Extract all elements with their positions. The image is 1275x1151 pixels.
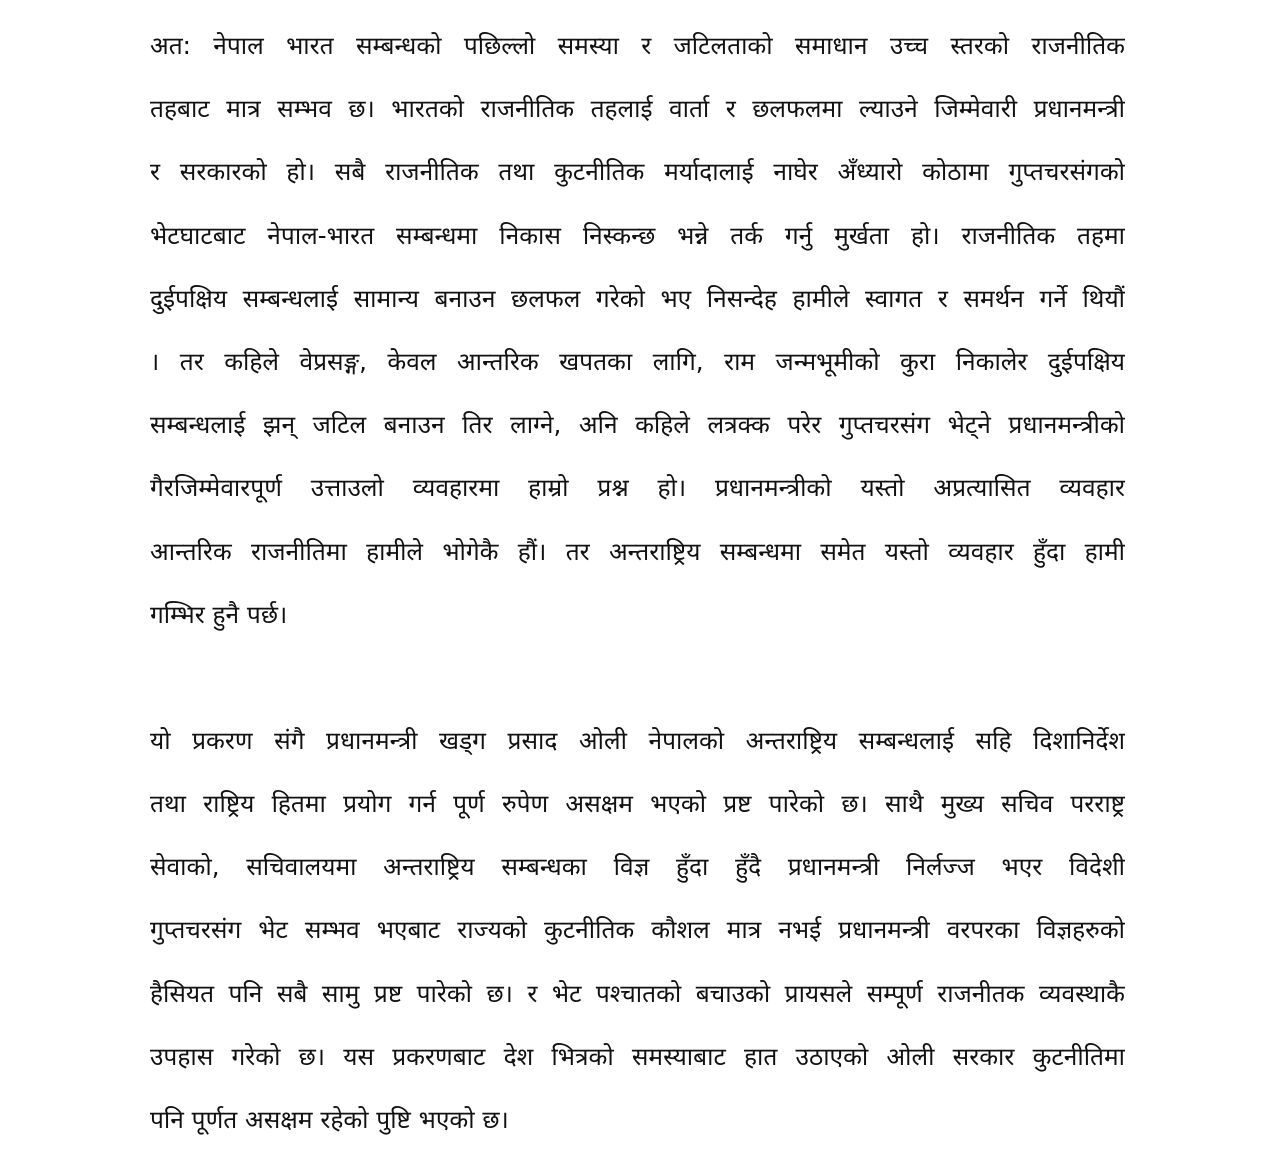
paragraph-2: [150, 709, 1125, 1151]
text-line: र सरकारको हो। सबै राजनीतिक तथा कुटनीतिक मर्यादालाई नाघेर अँध्यारो कोठामा गुप्तचरसंगको: [150, 157, 1125, 187]
text-line: गैरजिम्मेवारपूर्ण उत्ताउलो व्यवहारमा हाम्रो प्रश्न हो। प्रधानमन्त्रीको यस्तो अप्रत्यासित व्यवहार: [150, 473, 1125, 503]
text-line: भेटघाटबाट नेपाल-भारत सम्बन्धमा निकास निस्कन्छ भन्ने तर्क गर्नु मुर्खता हो। राजनीतिक तहमा: [150, 220, 1125, 250]
text-line: अत: नेपाल भारत सम्बन्धको पछिल्लो समस्या र जटिलताको समाधान उच्च स्तरको राजनीतिक: [150, 31, 1125, 60]
text-line: उपहास गरेको छ। यस प्रकरणबाट देश भित्रको समस्याबाट हात उठाएको ओली सरकार कुटनीतिमा: [150, 1041, 1125, 1071]
text-line: हैसियत पनि सबै सामु प्रष्ट पारेको छ। र भेट पश्चातको बचाउको प्रायसले सम्पूर्ण राजनीतक व्यवस्थाकै: [150, 978, 1125, 1008]
text-line: तहबाट मात्र सम्भव छ। भारतको राजनीतिक तहलाई वार्ता र छलफलमा ल्याउने जिम्मेवारी प्रधानमन्त्री: [150, 94, 1125, 124]
document-page: [150, 14, 1125, 1151]
text-line: गम्भिर हुनै पर्छ।: [150, 599, 288, 629]
text-line: तथा राष्ट्रिय हितमा प्रयोग गर्न पूर्ण रुपेण असक्षम भएको प्रष्ट पारेको छ। साथै मुख्य सचिव परराष्ट्र: [150, 789, 1125, 819]
paragraph-1: [150, 14, 1125, 646]
text-line: गुप्तचरसंग भेट सम्भव भएबाट राज्यको कुटनीतिक कौशल मात्र नभई प्रधानमन्त्री वरपरका विज्ञहरुको: [150, 915, 1125, 945]
text-line: पनि पूर्णत असक्षम रहेको पुष्टि भएको छ।: [150, 1105, 509, 1134]
paragraph-gap: [150, 646, 1125, 709]
text-line: आन्तरिक राजनीतिमा हामीले भोगेकै हौं। तर अन्तराष्ट्रिय सम्बन्धमा समेत यस्तो व्यवहार हुँदा हामी: [150, 536, 1125, 566]
text-line: सेवाको, सचिवालयमा अन्तराष्ट्रिय सम्बन्धका विज्ञ हुँदा हुँदै प्रधानमन्त्री निर्लज्ज भएर विदेशी: [150, 852, 1125, 882]
text-line: दुईपक्षिय सम्बन्धलाई सामान्य बनाउन छलफल गरेको भए निसन्देह हामीले स्वागत र समर्थन गर्ने थियौं: [150, 283, 1125, 313]
text-line: । तर कहिले वेप्रसङ्ग, केवल आन्तरिक खपतका लागि, राम जन्मभूमीको कुरा निकालेर दुईपक्षिय: [150, 346, 1125, 376]
text-line: सम्बन्धलाई झन् जटिल बनाउन तिर लाग्ने, अनि कहिले लत्रक्क परेर गुप्तचरसंग भेट्ने प्रधानमन्त्रीको: [150, 410, 1125, 440]
text-line: यो प्रकरण संगै प्रधानमन्त्री खड्ग प्रसाद ओली नेपालको अन्तराष्ट्रिय सम्बन्धलाई सहि दिशानिर्देश: [150, 725, 1125, 755]
